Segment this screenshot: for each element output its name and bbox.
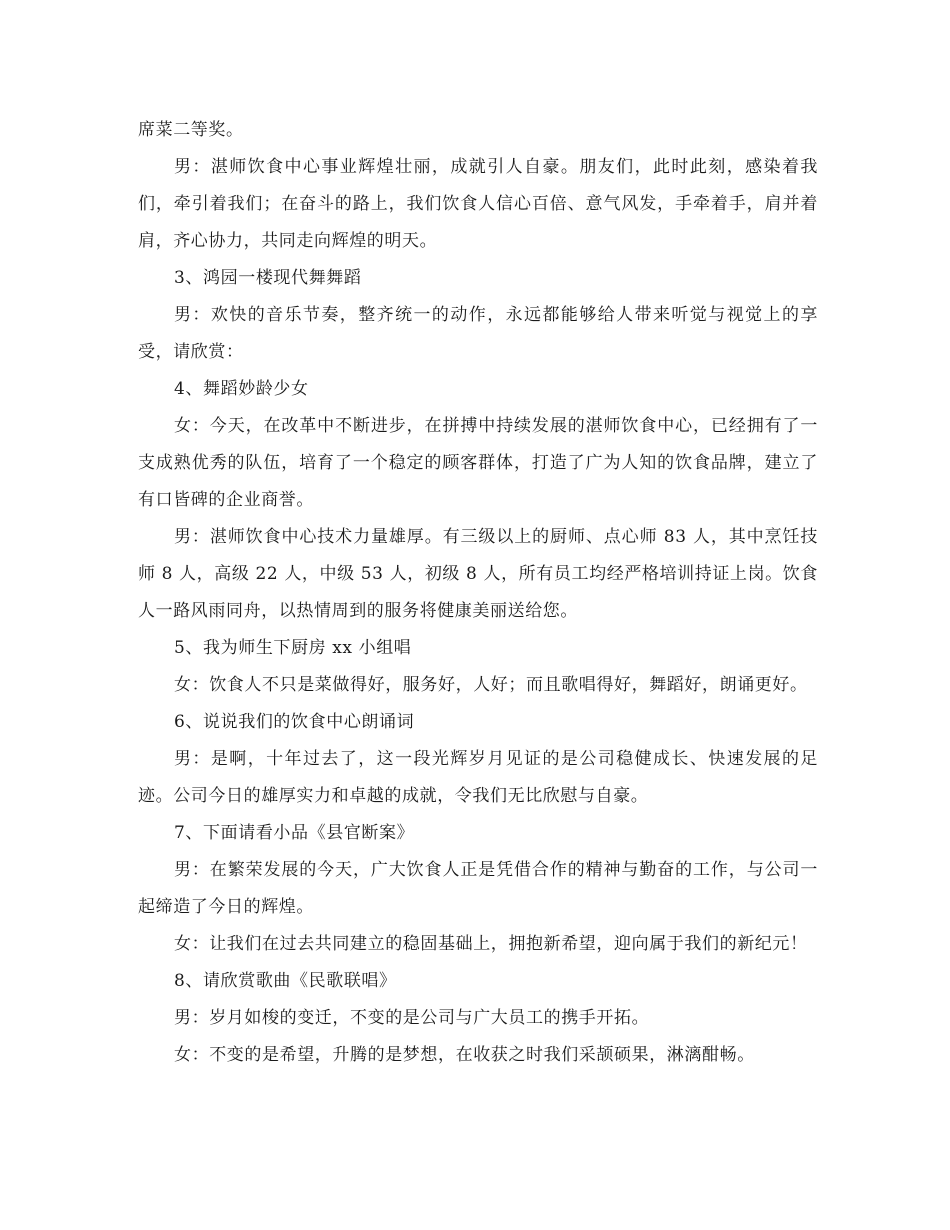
section-heading-8: 8、请欣赏歌曲《民歌联唱》 <box>174 971 397 991</box>
section-heading-5: 5、我为师生下厨房 xx 小组唱 <box>174 638 412 658</box>
document-body <box>138 112 818 1074</box>
paragraph-13: 女：让我们在过去共同建立的稳固基础上，拥抱新希望，迎向属于我们的新纪元！ <box>174 934 808 954</box>
section-heading-7: 7、下面请看小品《县官断案》 <box>174 823 415 843</box>
paragraph-3: 男：欢快的音乐节奏，整齐统一的动作，永远都能够给人带来听觉与视觉上的享受，请欣赏： <box>138 305 818 362</box>
section-heading-3: 3、鸿园一楼现代舞舞蹈 <box>174 268 362 288</box>
paragraph-12: 男：在繁荣发展的今天，广大饮食人正是凭借合作的精神与勤奋的工作，与公司一起缔造了今日的辉煌。 <box>138 860 818 917</box>
paragraph-1: 男：湛师饮食中心事业辉煌壮丽，成就引人自豪。朋友们，此时此刻，感染着我们，牵引着我们；在奋斗的路上，我们饮食人信心百倍、意气风发，手牵着手，肩并着肩，齐心协力，共同走向辉煌的明天。 <box>138 157 818 251</box>
paragraph-0: 席菜二等奖。 <box>138 120 244 140</box>
paragraph-5: 女：今天，在改革中不断进步，在拼搏中持续发展的湛师饮食中心，已经拥有了一支成熟优秀的队伍，培育了一个稳定的顾客群体，打造了广为人知的饮食品牌，建立了有口皆碑的企业商誉。 <box>138 416 818 510</box>
section-heading-4: 4、舞蹈妙龄少女 <box>174 379 309 399</box>
section-heading-6: 6、说说我们的饮食中心朗诵词 <box>174 712 415 732</box>
paragraph-6: 男：湛师饮食中心技术力量雄厚。有三级以上的厨师、点心师 83 人，其中烹饪技师 8 人，高级 22 人，中级 53 人，初级 8 人，所有员工均经严格培训持证上岗。饮食人一路风雨同舟，以热情周到的服务将健康美丽送给您。 <box>138 527 818 621</box>
paragraph-10: 男：是啊，十年过去了，这一段光辉岁月见证的是公司稳健成长、快速发展的足迹。公司今日的雄厚实力和卓越的成就，令我们无比欣慰与自豪。 <box>138 749 818 806</box>
paragraph-8: 女：饮食人不只是菜做得好，服务好，人好；而且歌唱得好，舞蹈好，朗诵更好。 <box>174 675 808 695</box>
paragraph-16: 女：不变的是希望，升腾的是梦想，在收获之时我们采颉硕果，淋漓酣畅。 <box>174 1045 755 1065</box>
paragraph-15: 男：岁月如梭的变迁，不变的是公司与广大员工的携手开拓。 <box>174 1008 650 1028</box>
